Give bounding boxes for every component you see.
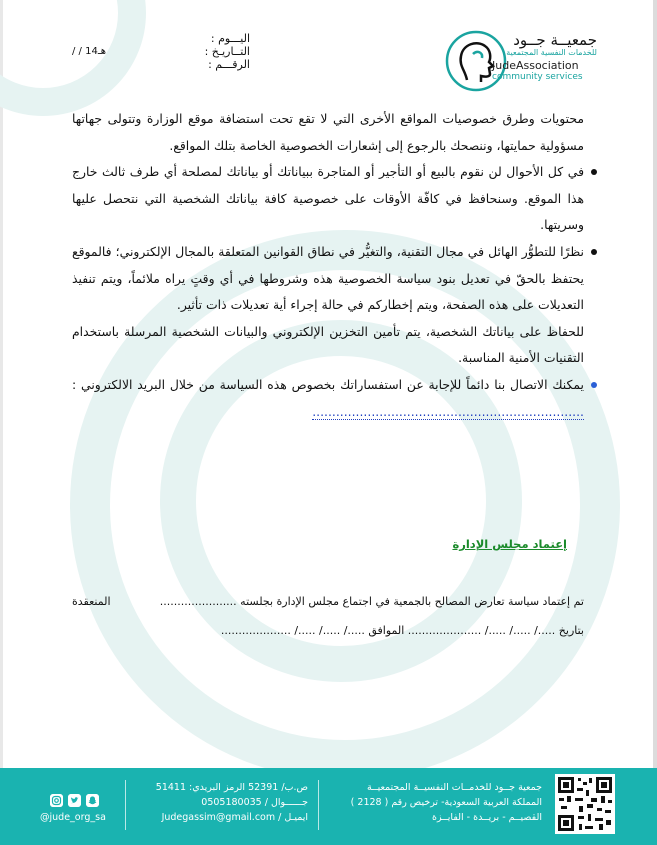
bullet-icon [591,382,597,388]
page-border-right [653,0,657,845]
footer-location: القصيــم - بريــدة - الفايــزة [432,812,542,823]
org-logo [427,30,627,90]
bullet-icon [591,169,597,175]
intro-paragraph: محتويات وطرق خصوصيات المواقع الأخرى التي لا تقع تحت استضافة موقع الوزارة وتتولى جهاتها مسؤولية حمايتها، وننصحك بالرجوع إلى إشعارات الخصوصية الخاصة بتلك المواقع. [72,111,584,153]
social-handle[interactable]: @jude_org_sa [40,812,106,823]
instagram-icon[interactable] [50,794,63,807]
approval-line-2: بتاريخ .....‏/‏ ...../‏ .....‏/‏ ..................... الموافق ...../‏ ...../‏ .....‏/‏ .................... [220,624,584,637]
org-subtitle-ar: للخدمات النفسية المجتمعية [506,48,597,57]
policy-body [72,106,584,425]
footer-contact [133,780,308,825]
contact-text: يمكنك الاتصال بنا دائماً للإجابة عن استفساراتك بخصوص هذه السياسة من خلال البريد الالكتروني : [72,376,584,392]
policy-bullets [72,159,584,425]
date-row [60,45,250,58]
org-name-en: JudeAssociation [492,59,579,72]
org-name-ar: جمعيــة جــود [513,31,597,49]
org-logo-text [492,32,597,82]
footer-divider [318,780,319,830]
social-icons [42,794,112,808]
footer-email[interactable]: ايميـل / Judegassim@gmail.com [161,812,308,823]
qr-code-icon [555,774,615,834]
footer-org-info [347,780,542,825]
footer-po-box: ص.ب/ 52391 الرمز البريدي: 51411 [155,782,308,793]
footer-divider [125,780,126,830]
bullet-icon [591,249,597,255]
bullet-text: نظرًا للتطوُّر الهائل في مجال التقنية، والتغيُّر في نطاق القوانين المتعلقة بالمجال الإلكتروني؛ فالموقع يحتفظ بالحقّ في تعديل بنود سياسة الخصوصية هذه وشروطها في أي وقتٍ يراه ملائماً، ويتم تنفيذ التعديلات على هذه الصفحة، ويتم إخطاركم في حالة إجراء أية تعديلات ذات تأثير. [72,243,584,313]
snapchat-icon[interactable] [86,794,99,807]
date-value: / / 14هـ [72,46,107,57]
ref-label: الرقـــم : [208,58,250,71]
page-border-left [0,0,3,845]
org-subtitle-en: community services [492,72,583,82]
email-placeholder[interactable]: ..................................................................... [312,403,584,419]
approval-session-text: تم إعتماد سياسة تعارض المصالح بالجمعية في اجتماع مجلس الإدارة بجلسته ...................... [159,595,584,608]
footer-org-name: جمعية جــود للخدمــات النفسيــة المجتمعيــة [366,782,542,793]
list-item [72,372,584,425]
approval-line-1 [72,595,584,608]
board-approval-title: إعتماد مجلس الإدارة [452,537,567,551]
day-label: اليـــوم : [210,32,250,45]
date-label: التــاريـخ : [204,45,250,58]
bullet-text: في كل الأحوال لن نقوم بالبيع أو التأجير أو المتاجرة ببياناتك أو بياناتك لمصلحة أي طرف ثالث خارج هذا الموقع. وسنحافظ في كافّة الأوقات على خصوصية كافة بياناتك الشخصية التي نتحصل عليها وسريتها. [72,164,584,233]
letter-meta [60,32,250,71]
footer-mobile[interactable]: جــــــوال / 0505180035 [201,797,308,808]
footer-bar [0,768,657,845]
approval-held-label: المنعقدة [72,595,111,608]
list-item [72,239,584,319]
twitter-icon[interactable] [68,794,81,807]
ref-row [60,58,250,71]
footer-license: المملكة العربية السعودية- ترخيص رقم ( 2128 ) [350,797,542,808]
day-row [60,32,250,45]
list-item [72,319,584,372]
list-item [72,159,584,239]
bullet-text: للحفاظ على بياناتك الشخصية، يتم تأمين التخزين الإلكتروني والبيانات الشخصية المرسلة باستخدام التقنيات الأمنية المناسبة. [72,323,584,366]
